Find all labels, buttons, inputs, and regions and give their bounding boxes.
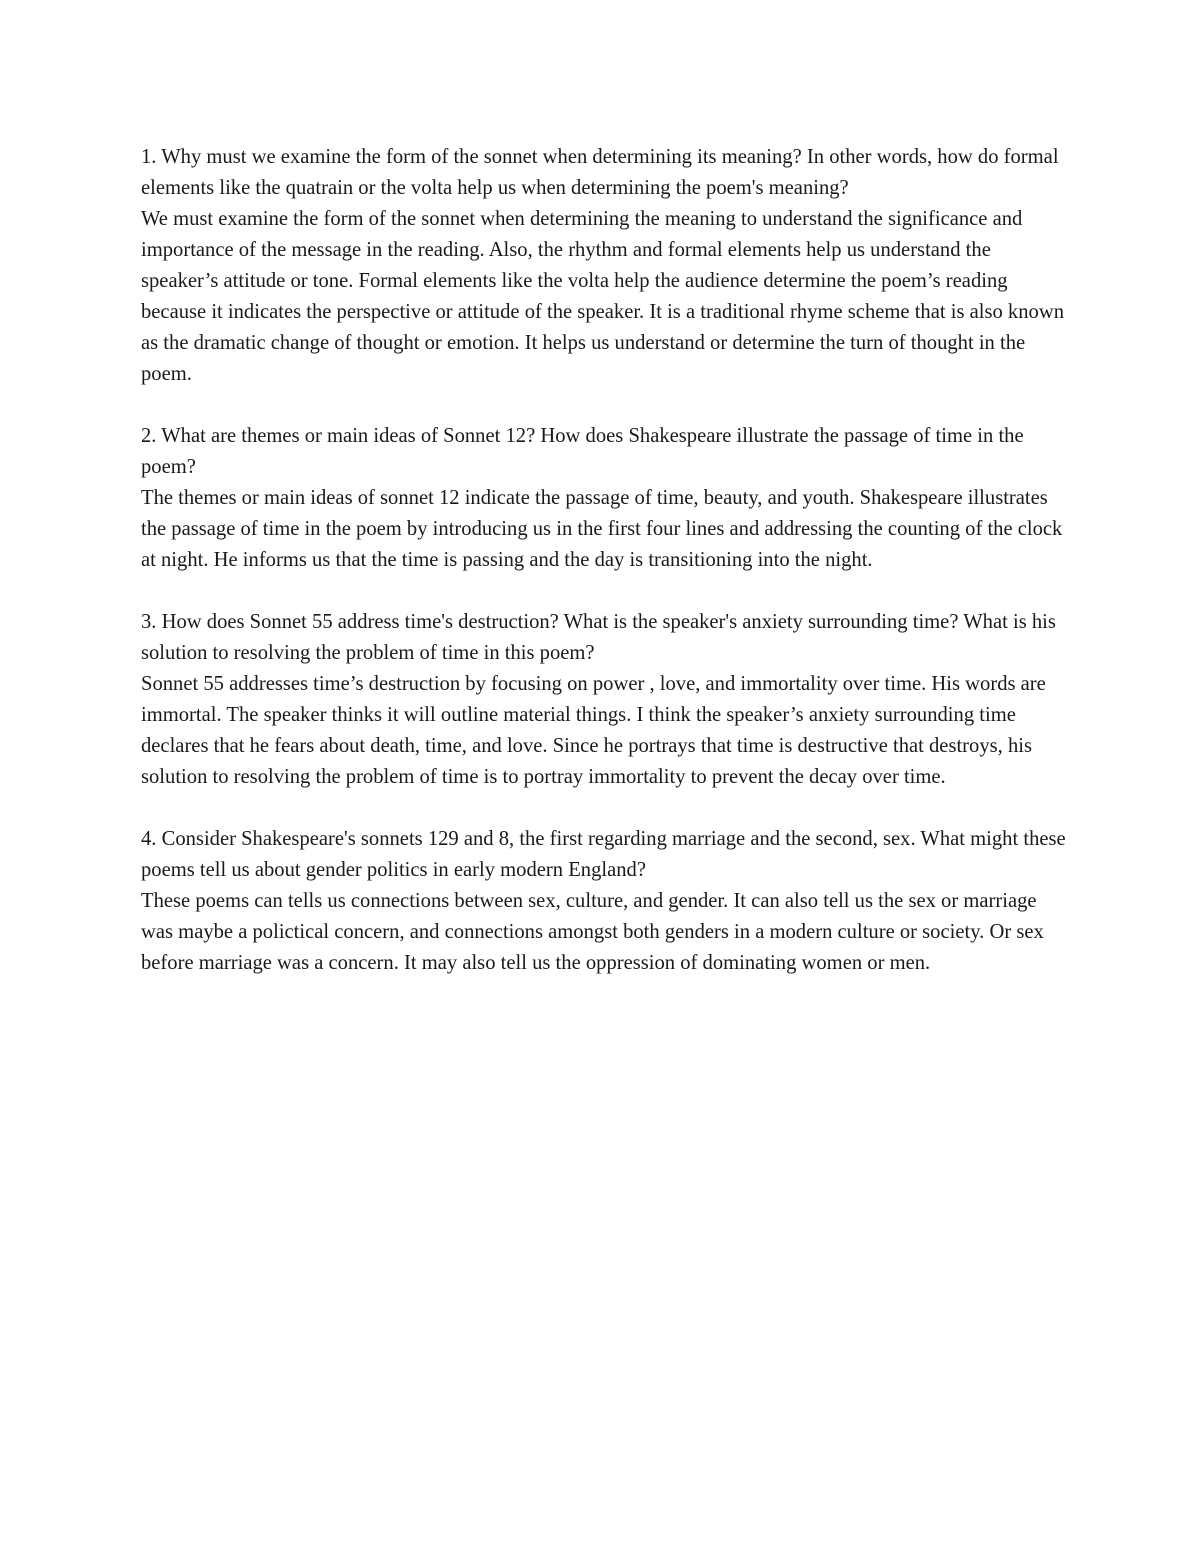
document-body bbox=[141, 142, 1066, 1010]
answer-4: These poems can tells us connections between sex, culture, and gender. It can also tell us the sex or marriage was maybe a polictical concern, and connections amongst both genders in a modern culture or society. Or sex before marriage was a concern. It may also tell us the oppression of dominating women or men. bbox=[141, 890, 1044, 974]
qa-block-3 bbox=[141, 607, 1066, 793]
qa-block-1 bbox=[141, 142, 1066, 390]
question-2: 2. What are themes or main ideas of Sonnet 12? How does Shakespeare illustrate the passage of time in the poem? bbox=[141, 425, 1024, 478]
qa-block-2 bbox=[141, 421, 1066, 576]
question-1: 1. Why must we examine the form of the sonnet when determining its meaning? In other words, how do formal elements like the quatrain or the volta help us when determining the poem's meaning? bbox=[141, 146, 1059, 199]
answer-3: Sonnet 55 addresses time’s destruction by focusing on power , love, and immortality over time. His words are immortal. The speaker thinks it will outline material things. I think the speaker’s anxiety surrounding time declares that he fears about death, time, and love. Since he portrays that time is destructive that destroys, his solution to resolving the problem of time is to portray immortality to prevent the decay over time. bbox=[141, 673, 1046, 788]
answer-2: The themes or main ideas of sonnet 12 indicate the passage of time, beauty, and youth. Shakespeare illustrates the passage of time in the poem by introducing us in the first four lines and addressing the counting of the clock at night. He informs us that the time is passing and the day is transitioning into the night. bbox=[141, 487, 1063, 571]
question-3: 3. How does Sonnet 55 address time's destruction? What is the speaker's anxiety surrounding time? What is his solution to resolving the problem of time in this poem? bbox=[141, 611, 1056, 664]
qa-block-4 bbox=[141, 824, 1066, 979]
answer-1: We must examine the form of the sonnet when determining the meaning to understand the significance and importance of the message in the reading. Also, the rhythm and formal elements help us understand the speaker’s attitude or tone. Formal elements like the volta help the audience determine the poem’s reading because it indicates the perspective or attitude of the speaker. It is a traditional rhyme scheme that is also known as the dramatic change of thought or emotion. It helps us understand or determine the turn of thought in the poem. bbox=[141, 208, 1064, 385]
question-4: 4. Consider Shakespeare's sonnets 129 and 8, the first regarding marriage and the second, sex. What might these poems tell us about gender politics in early modern England? bbox=[141, 828, 1066, 881]
